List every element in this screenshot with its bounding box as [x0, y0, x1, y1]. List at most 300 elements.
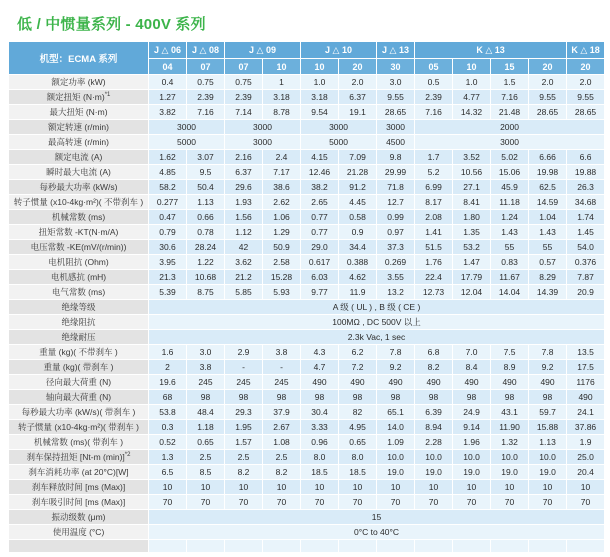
spec-cell: 19.0 — [529, 465, 567, 480]
spec-cell: 3.52 — [453, 150, 491, 165]
spec-cell: 51.5 — [415, 240, 453, 255]
spec-cell: 4.77 — [453, 90, 491, 105]
spec-cell: 29.3 — [225, 405, 263, 420]
spec-cell: 9.55 — [377, 90, 415, 105]
merged-cell: 3000 — [225, 120, 301, 135]
spec-row — [9, 480, 605, 495]
spec-cell: 1.96 — [453, 435, 491, 450]
spec-cell — [567, 540, 605, 553]
spec-cell: 15.06 — [491, 165, 529, 180]
full-span-cell: 2.3k Vac, 1 sec — [149, 330, 605, 345]
model-subcolumn-header: 10 — [453, 59, 491, 75]
spec-cell: 2.08 — [415, 210, 453, 225]
spec-cell: 0.58 — [339, 210, 377, 225]
spec-cell: 1.12 — [225, 225, 263, 240]
spec-row — [9, 390, 605, 405]
spec-cell: 98 — [225, 390, 263, 405]
row-label: 重量 (kg)( 带刹车 ) — [9, 360, 149, 375]
spec-cell: 1.56 — [225, 210, 263, 225]
spec-cell: 9.77 — [301, 285, 339, 300]
spec-cell: 12.7 — [377, 195, 415, 210]
spec-cell: 13.2 — [377, 285, 415, 300]
spec-cell: 50.9 — [263, 240, 301, 255]
row-label: 额定电流 (A) — [9, 150, 149, 165]
spec-cell: 9.2 — [529, 360, 567, 375]
row-label: 额定扭矩 $(N\cdot m)^{*1}$ — [9, 90, 149, 105]
spec-cell: 2 — [149, 360, 187, 375]
spec-cell: 19.0 — [491, 465, 529, 480]
spec-cell: 8.9 — [491, 360, 529, 375]
spec-cell: 9.14 — [453, 420, 491, 435]
spec-cell: 17.79 — [453, 270, 491, 285]
spec-cell: 30.4 — [301, 405, 339, 420]
spec-cell: 54.0 — [567, 240, 605, 255]
row-label: 转子惯量 (x10-4kg·m²)( 不带刹车 ) — [9, 195, 149, 210]
model-group-header: J △ 06 — [149, 42, 187, 59]
spec-cell: 7.09 — [339, 150, 377, 165]
spec-cell: 6.2 — [339, 345, 377, 360]
spec-cell: 1 — [263, 75, 301, 90]
spec-row — [9, 315, 605, 330]
spec-row — [9, 225, 605, 240]
spec-cell: 1.0 — [453, 75, 491, 90]
model-subcolumn-header: 07 — [225, 59, 263, 75]
footnote-marker: *1 — [104, 92, 111, 99]
spec-cell: 20.4 — [567, 465, 605, 480]
spec-cell: 0.47 — [149, 210, 187, 225]
row-label: 电气常数 (ms) — [9, 285, 149, 300]
spec-row — [9, 135, 605, 150]
spec-cell — [225, 540, 263, 553]
spec-cell: 19.88 — [567, 165, 605, 180]
spec-row — [9, 495, 605, 510]
spec-cell: 2.0 — [567, 75, 605, 90]
spec-row — [9, 240, 605, 255]
spec-cell: 4.3 — [301, 345, 339, 360]
spec-cell: 12.04 — [453, 285, 491, 300]
row-label: 最高转速 (r/min) — [9, 135, 149, 150]
merged-cell: 5000 — [149, 135, 225, 150]
spec-cell: 1.74 — [567, 210, 605, 225]
spec-cell: 6.5 — [149, 465, 187, 480]
row-label: 刹车吸引时间 [ms (Max)] — [9, 495, 149, 510]
spec-cell: 6.37 — [225, 165, 263, 180]
spec-cell: 2.5 — [187, 450, 225, 465]
spec-cell: 490 — [339, 375, 377, 390]
spec-cell — [301, 540, 339, 553]
spec-cell: 10 — [529, 480, 567, 495]
spec-cell: 98 — [377, 390, 415, 405]
spec-cell: 70 — [225, 495, 263, 510]
spec-cell: 2.28 — [415, 435, 453, 450]
spec-cell: 1.5 — [491, 75, 529, 90]
spec-cell: 1.43 — [529, 225, 567, 240]
spec-cell: 10 — [301, 480, 339, 495]
spec-cell: 1.22 — [187, 255, 225, 270]
row-label: 刹车保持扭矩 [Nt-m (min)]$^{*2}$ — [9, 450, 149, 465]
spec-cell: 98 — [453, 390, 491, 405]
spec-cell: 19.1 — [339, 105, 377, 120]
model-group-header: J △ 13 — [377, 42, 415, 59]
spec-cell: 7.87 — [567, 270, 605, 285]
spec-cell: 7.2 — [339, 360, 377, 375]
spec-cell: 1.6 — [149, 345, 187, 360]
model-group-header: K △ 18 — [567, 42, 605, 59]
spec-cell: 8.4 — [453, 360, 491, 375]
spec-cell: 13.5 — [567, 345, 605, 360]
spec-cell: 19.0 — [453, 465, 491, 480]
spec-cell: 15.88 — [529, 420, 567, 435]
spec-cell: 4.45 — [339, 195, 377, 210]
spec-cell: 70 — [339, 495, 377, 510]
row-label: 绝缘等级 — [9, 300, 149, 315]
spec-cell: 0.79 — [149, 225, 187, 240]
spec-cell: 6.03 — [301, 270, 339, 285]
spec-cell: 0.269 — [377, 255, 415, 270]
row-label: 每秒最大功率 (kW/s) — [9, 180, 149, 195]
spec-cell: 0.388 — [339, 255, 377, 270]
spec-cell: 28.65 — [529, 105, 567, 120]
spec-cell: 10.68 — [187, 270, 225, 285]
spec-cell: 21.3 — [149, 270, 187, 285]
spec-cell: 6.99 — [415, 180, 453, 195]
spec-cell: 0.57 — [529, 255, 567, 270]
spec-cell: - — [263, 360, 301, 375]
partial-row — [9, 540, 605, 553]
spec-cell: 6.37 — [339, 90, 377, 105]
spec-cell: 5.93 — [263, 285, 301, 300]
model-group-header: J △ 09 — [225, 42, 301, 59]
spec-row — [9, 90, 605, 105]
spec-cell: 8.2 — [263, 465, 301, 480]
spec-cell: 21.48 — [491, 105, 529, 120]
spec-cell: 70 — [263, 495, 301, 510]
spec-cell: 1.3 — [149, 450, 187, 465]
spec-cell: 19.6 — [149, 375, 187, 390]
spec-cell: 490 — [301, 375, 339, 390]
merged-cell: 3000 — [225, 135, 301, 150]
spec-cell: 2.39 — [225, 90, 263, 105]
spec-cell: 10.0 — [415, 450, 453, 465]
spec-cell: 1.57 — [225, 435, 263, 450]
full-span-cell: A 级 ( UL ) , B 级 ( CE ) — [149, 300, 605, 315]
full-span-cell: 100MΩ , DC 500V 以上 — [149, 315, 605, 330]
spec-cell: 6.66 — [529, 150, 567, 165]
spec-cell: 10 — [339, 480, 377, 495]
spec-cell: 25.0 — [567, 450, 605, 465]
spec-cell: 7.17 — [263, 165, 301, 180]
spec-cell: 0.77 — [301, 210, 339, 225]
spec-cell: 245 — [187, 375, 225, 390]
spec-cell: 21.2 — [225, 270, 263, 285]
spec-cell — [339, 540, 377, 553]
spec-cell: 8.2 — [415, 360, 453, 375]
spec-cell: 24.1 — [567, 405, 605, 420]
row-label: 每秒最大功率 (kW/s)( 带刹车 ) — [9, 405, 149, 420]
spec-cell: 37.9 — [263, 405, 301, 420]
spec-cell: 5.02 — [491, 150, 529, 165]
spec-cell: 2.62 — [263, 195, 301, 210]
model-subcolumn-header: 07 — [187, 59, 225, 75]
spec-cell: 42 — [225, 240, 263, 255]
spec-cell: 245 — [263, 375, 301, 390]
spec-cell: 2.65 — [301, 195, 339, 210]
spec-cell: 98 — [491, 390, 529, 405]
spec-cell: 3.82 — [149, 105, 187, 120]
spec-cell: 27.1 — [453, 180, 491, 195]
spec-cell — [453, 540, 491, 553]
spec-cell: 10 — [149, 480, 187, 495]
spec-cell: 1.0 — [301, 75, 339, 90]
spec-row — [9, 300, 605, 315]
spec-cell: 1.04 — [529, 210, 567, 225]
spec-cell: 19.0 — [377, 465, 415, 480]
spec-cell: 5.85 — [225, 285, 263, 300]
spec-cell: 1.80 — [453, 210, 491, 225]
spec-cell: 48.4 — [187, 405, 225, 420]
spec-cell: 10 — [567, 480, 605, 495]
spec-cell: 0.97 — [377, 225, 415, 240]
row-label: 轴向最大荷重 (N) — [9, 390, 149, 405]
spec-cell: 9.55 — [529, 90, 567, 105]
spec-row — [9, 150, 605, 165]
spec-cell: 9.2 — [377, 360, 415, 375]
model-subcolumn-header: 20 — [529, 59, 567, 75]
spec-cell: 0.5 — [415, 75, 453, 90]
spec-cell: 34.4 — [339, 240, 377, 255]
spec-row — [9, 345, 605, 360]
row-label: 机械常数 (ms) — [9, 210, 149, 225]
spec-cell: 70 — [567, 495, 605, 510]
spec-cell: 14.32 — [453, 105, 491, 120]
spec-cell: 1.41 — [415, 225, 453, 240]
spec-cell: 3.8 — [263, 345, 301, 360]
spec-cell: 2.0 — [529, 75, 567, 90]
spec-cell: 3.18 — [301, 90, 339, 105]
spec-row — [9, 210, 605, 225]
spec-row — [9, 285, 605, 300]
spec-cell: 2.67 — [263, 420, 301, 435]
spec-cell: 19.0 — [415, 465, 453, 480]
row-label: 额定功率 (kW) — [9, 75, 149, 90]
spec-cell: 3.07 — [187, 150, 225, 165]
row-label: 刹车消耗功率 (at 20°C)[W] — [9, 465, 149, 480]
row-label: 电机阻抗 (Ohm) — [9, 255, 149, 270]
spec-cell: 24.9 — [453, 405, 491, 420]
spec-cell: 58.2 — [149, 180, 187, 195]
spec-row — [9, 180, 605, 195]
spec-cell: 53.2 — [453, 240, 491, 255]
spec-cell: 1.29 — [263, 225, 301, 240]
spec-cell: 10.0 — [491, 450, 529, 465]
spec-cell: 18.5 — [301, 465, 339, 480]
row-label: 绝缘耐压 — [9, 330, 149, 345]
merged-cell: 3000 — [377, 120, 415, 135]
spec-cell: 490 — [377, 375, 415, 390]
merged-cell: 3000 — [301, 120, 377, 135]
spec-row — [9, 405, 605, 420]
spec-cell: 7.16 — [187, 105, 225, 120]
spec-cell: 7.5 — [491, 345, 529, 360]
spec-cell: 70 — [415, 495, 453, 510]
spec-table-header — [9, 42, 605, 75]
spec-cell: 3.55 — [377, 270, 415, 285]
spec-cell: 2.9 — [225, 345, 263, 360]
spec-cell: 7.0 — [453, 345, 491, 360]
spec-cell: 10 — [491, 480, 529, 495]
spec-cell: 38.2 — [301, 180, 339, 195]
spec-cell: 98 — [339, 390, 377, 405]
spec-cell: 53.8 — [149, 405, 187, 420]
spec-cell: 8.0 — [301, 450, 339, 465]
spec-cell — [187, 540, 225, 553]
spec-cell: 70 — [149, 495, 187, 510]
spec-cell: 10 — [187, 480, 225, 495]
spec-cell: 0.3 — [149, 420, 187, 435]
spec-cell: 65.1 — [377, 405, 415, 420]
page-title: 低 / 中惯量系列 - 400V 系列 — [17, 16, 206, 33]
spec-cell: 1.08 — [263, 435, 301, 450]
spec-cell: 0.66 — [187, 210, 225, 225]
spec-cell: 9.55 — [567, 90, 605, 105]
spec-row — [9, 270, 605, 285]
row-label — [9, 540, 149, 553]
row-label: 径向最大荷重 (N) — [9, 375, 149, 390]
spec-cell: 2.4 — [263, 150, 301, 165]
model-subcolumn-header: 05 — [415, 59, 453, 75]
spec-cell: 8.75 — [187, 285, 225, 300]
spec-cell: 70 — [491, 495, 529, 510]
spec-row — [9, 375, 605, 390]
spec-cell: 70 — [301, 495, 339, 510]
row-label: 瞬时最大电流 (A) — [9, 165, 149, 180]
spec-cell: 19.98 — [529, 165, 567, 180]
spec-cell: 55 — [491, 240, 529, 255]
model-group-header: J △ 10 — [301, 42, 377, 59]
spec-cell: 1.27 — [149, 90, 187, 105]
spec-cell: 0.75 — [187, 75, 225, 90]
spec-cell: 1.62 — [149, 150, 187, 165]
spec-cell: 1.45 — [567, 225, 605, 240]
spec-cell: 59.7 — [529, 405, 567, 420]
row-label: 电压常数 -KE(mV/(r/min)) — [9, 240, 149, 255]
spec-cell: 11.9 — [339, 285, 377, 300]
spec-cell: 2.39 — [187, 90, 225, 105]
spec-cell: 3.18 — [263, 90, 301, 105]
spec-cell: 0.65 — [339, 435, 377, 450]
spec-row — [9, 330, 605, 345]
spec-cell: 62.5 — [529, 180, 567, 195]
spec-row — [9, 255, 605, 270]
spec-cell: 8.29 — [529, 270, 567, 285]
corner-header: 机型：ECMA 系列 — [9, 42, 149, 75]
spec-row — [9, 465, 605, 480]
spec-cell — [149, 540, 187, 553]
spec-cell: 10 — [377, 480, 415, 495]
spec-cell: 2.5 — [263, 450, 301, 465]
spec-row — [9, 525, 605, 540]
spec-cell: 43.1 — [491, 405, 529, 420]
spec-cell: 17.5 — [567, 360, 605, 375]
spec-cell: 1.32 — [491, 435, 529, 450]
spec-cell: 14.0 — [377, 420, 415, 435]
spec-cell — [415, 540, 453, 553]
spec-cell: 34.68 — [567, 195, 605, 210]
spec-cell: 3.0 — [377, 75, 415, 90]
spec-cell: 3.33 — [301, 420, 339, 435]
spec-cell: 2.39 — [415, 90, 453, 105]
spec-cell — [529, 540, 567, 553]
spec-cell: 1.47 — [453, 255, 491, 270]
spec-cell: 9.8 — [377, 150, 415, 165]
spec-cell: 68 — [149, 390, 187, 405]
spec-cell: 0.75 — [225, 75, 263, 90]
spec-cell: 1.06 — [263, 210, 301, 225]
merged-cell: 3000 — [415, 135, 605, 150]
row-label: 扭矩常数 -KT(N·m/A) — [9, 225, 149, 240]
spec-cell: 14.59 — [529, 195, 567, 210]
row-label: 机械常数 (ms)( 带刹车 ) — [9, 435, 149, 450]
spec-cell: 3.62 — [225, 255, 263, 270]
full-span-cell: 0°C to 40°C — [149, 525, 605, 540]
spec-cell: 18.5 — [339, 465, 377, 480]
spec-cell: 82 — [339, 405, 377, 420]
spec-cell: 0.52 — [149, 435, 187, 450]
spec-table-body — [9, 75, 605, 553]
spec-cell: 2.16 — [225, 150, 263, 165]
row-label: 额定转速 (r/min) — [9, 120, 149, 135]
spec-cell: 1.7 — [415, 150, 453, 165]
spec-row — [9, 450, 605, 465]
spec-cell: 70 — [529, 495, 567, 510]
spec-cell: 4.95 — [339, 420, 377, 435]
spec-cell: 28.65 — [377, 105, 415, 120]
spec-cell: 70 — [453, 495, 491, 510]
spec-cell: 1176 — [567, 375, 605, 390]
spec-cell: 2.5 — [225, 450, 263, 465]
spec-cell: 28.24 — [187, 240, 225, 255]
merged-cell: 2000 — [415, 120, 605, 135]
spec-cell: 10 — [263, 480, 301, 495]
spec-cell: 9.54 — [301, 105, 339, 120]
spec-cell: 10.0 — [529, 450, 567, 465]
spec-cell: 10.0 — [453, 450, 491, 465]
spec-cell: 0.277 — [149, 195, 187, 210]
spec-cell: 4.85 — [149, 165, 187, 180]
spec-cell: 4.62 — [339, 270, 377, 285]
spec-cell: 6.39 — [415, 405, 453, 420]
spec-cell: 8.94 — [415, 420, 453, 435]
spec-cell: 98 — [529, 390, 567, 405]
model-subcolumn-header: 04 — [149, 59, 187, 75]
spec-cell: 0.617 — [301, 255, 339, 270]
spec-cell: 28.65 — [567, 105, 605, 120]
spec-cell: 71.8 — [377, 180, 415, 195]
spec-cell: 50.4 — [187, 180, 225, 195]
spec-cell: 5.2 — [415, 165, 453, 180]
spec-cell: 3.95 — [149, 255, 187, 270]
spec-cell: 6.8 — [415, 345, 453, 360]
spec-cell: 0.96 — [301, 435, 339, 450]
spec-cell: 490 — [453, 375, 491, 390]
spec-cell: 0.99 — [377, 210, 415, 225]
row-label: 重量 (kg)( 不带刹车 ) — [9, 345, 149, 360]
spec-cell: 1.95 — [225, 420, 263, 435]
spec-cell — [491, 540, 529, 553]
spec-cell: 8.5 — [187, 465, 225, 480]
spec-cell: 490 — [529, 375, 567, 390]
model-subcolumn-header: 15 — [491, 59, 529, 75]
